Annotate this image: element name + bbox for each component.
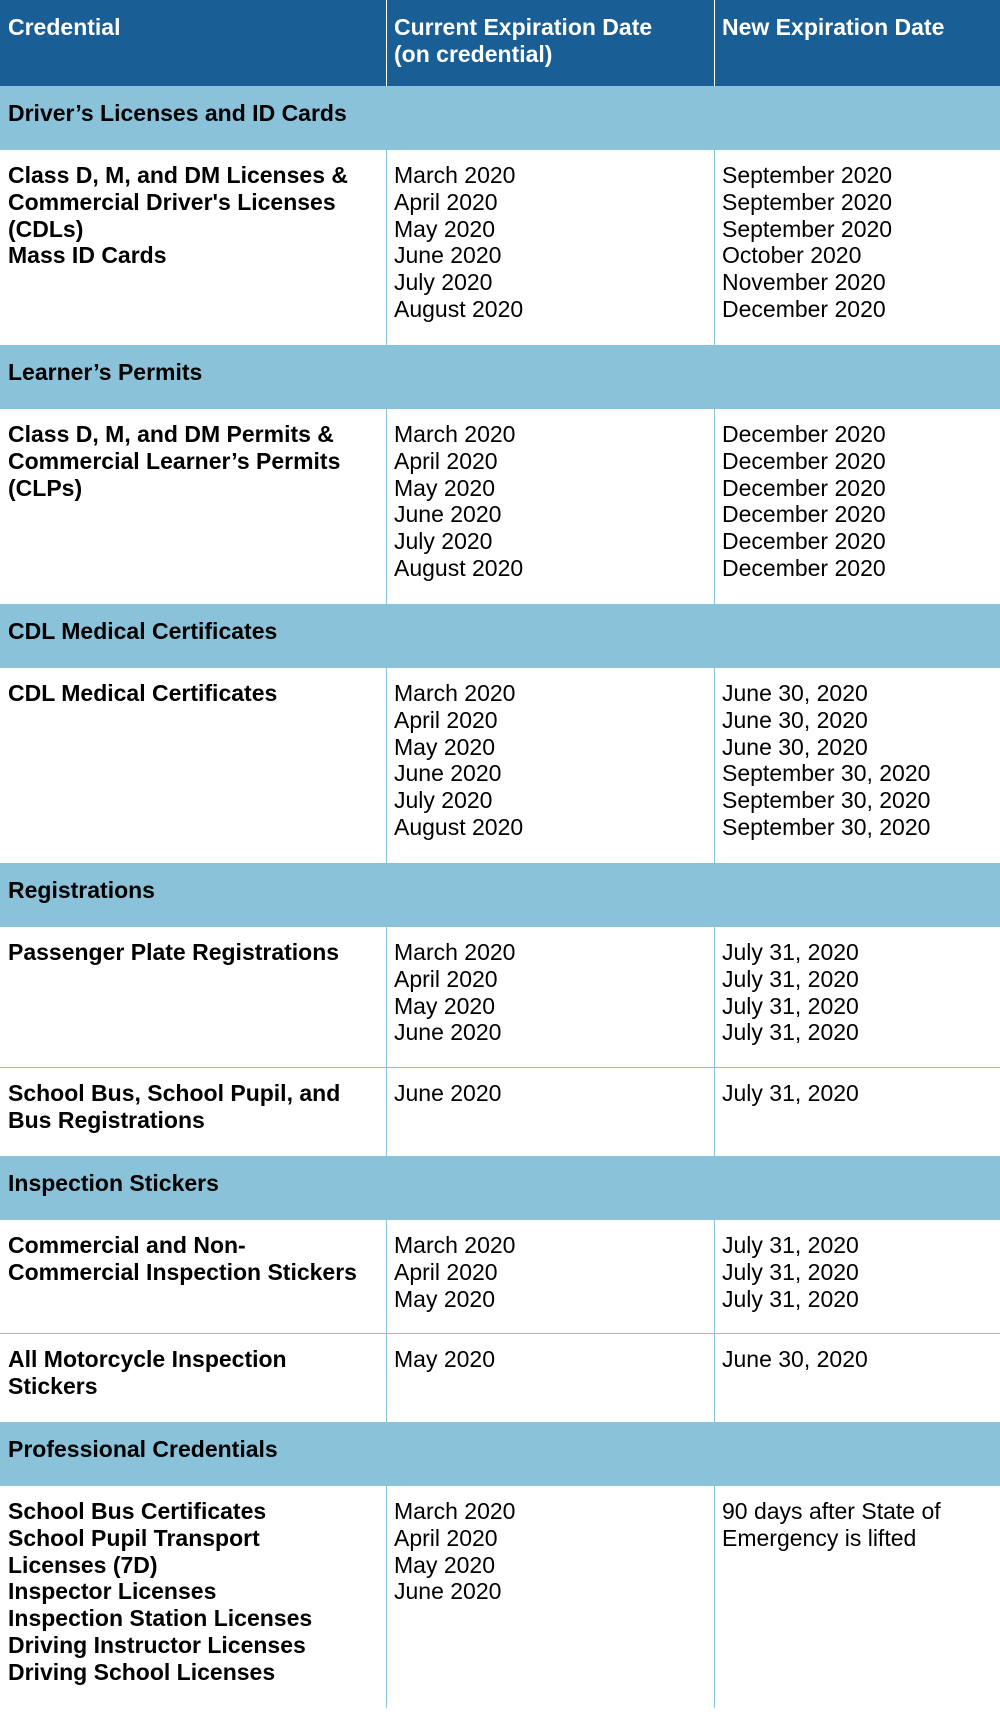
current-date-cell-line: April 2020: [394, 188, 498, 215]
current-date-cell-line: May 2020: [394, 992, 496, 1019]
new-date-cell-line: June 30, 2020: [722, 706, 868, 733]
new-date-cell-line: July 31, 2020: [722, 1019, 859, 1046]
header-current-date-text: (on credential): [394, 40, 553, 67]
header-divider: [386, 0, 387, 86]
current-date-cell-line: May 2020: [394, 1285, 496, 1312]
current-date-cell-line: July 2020: [394, 269, 493, 296]
header-credential: [0, 0, 386, 86]
current-date-cell: [386, 1334, 714, 1422]
credential-cell: [0, 927, 386, 1068]
new-date-cell-line: Emergency is lifted: [722, 1524, 917, 1551]
column-divider: [714, 668, 715, 863]
credential-cell: [0, 409, 386, 604]
current-date-cell-line: May 2020: [394, 1551, 496, 1578]
new-date-cell-line: October 2020: [722, 242, 862, 269]
column-divider: [386, 1334, 387, 1422]
new-date-cell-line: December 2020: [722, 474, 886, 501]
credential-cell-line: (CLPs): [8, 474, 83, 501]
header-new-date: [714, 0, 1000, 86]
new-date-cell-line: November 2020: [722, 269, 886, 296]
column-divider: [386, 409, 387, 604]
credential-cell: [0, 1220, 386, 1334]
current-date-cell-line: June 2020: [394, 1019, 502, 1046]
credential-cell-line: Class D, M, and DM Permits &: [8, 421, 334, 447]
current-date-cell-line: April 2020: [394, 447, 498, 474]
credential-cell-line: Driving School Licenses: [8, 1658, 276, 1685]
current-date-cell-line: April 2020: [394, 1258, 498, 1285]
current-date-cell-line: June 2020: [394, 242, 502, 269]
current-date-cell-line: March 2020: [394, 162, 516, 188]
current-date-cell-line: May 2020: [394, 474, 496, 501]
current-date-cell: [386, 927, 714, 1068]
header-current-date: [386, 0, 714, 86]
current-date-cell-line: July 2020: [394, 787, 493, 814]
section-header: Registrations: [0, 863, 1000, 927]
new-date-cell-line: September 2020: [722, 215, 893, 242]
credential-cell-line: School Bus, School Pupil, and: [8, 1080, 341, 1106]
credential-cell-line: Passenger Plate Registrations: [8, 939, 340, 965]
new-date-cell-line: September 30, 2020: [722, 760, 931, 787]
credential-cell-line: Mass ID Cards: [8, 242, 167, 269]
credential-cell-line: All Motorcycle Inspection: [8, 1346, 287, 1372]
current-date-cell-line: March 2020: [394, 421, 516, 447]
current-date-cell-line: May 2020: [394, 215, 496, 242]
new-date-cell-line: December 2020: [722, 554, 886, 581]
current-date-cell-line: July 2020: [394, 528, 493, 555]
current-date-cell-line: March 2020: [394, 1498, 516, 1524]
new-date-cell-line: December 2020: [722, 447, 886, 474]
new-date-cell: [714, 1068, 1000, 1156]
column-divider: [386, 1068, 387, 1156]
new-date-cell: [714, 1334, 1000, 1422]
current-date-cell: [386, 150, 714, 345]
column-divider: [714, 1220, 715, 1334]
credential-cell-line: Bus Registrations: [8, 1106, 205, 1133]
column-divider: [714, 1334, 715, 1422]
new-date-cell-line: July 31, 2020: [722, 939, 859, 965]
current-date-cell-line: August 2020: [394, 554, 524, 581]
new-date-cell-line: July 31, 2020: [722, 1232, 859, 1258]
new-date-cell-line: July 31, 2020: [722, 965, 859, 992]
column-divider: [386, 1220, 387, 1334]
current-date-cell: [386, 1486, 714, 1708]
current-date-cell-line: June 2020: [394, 760, 502, 787]
new-date-cell-line: 90 days after State of: [722, 1498, 941, 1524]
current-date-cell: [386, 1220, 714, 1334]
new-date-cell-line: September 30, 2020: [722, 787, 931, 814]
current-date-cell-line: June 2020: [394, 501, 502, 528]
current-date-cell-line: May 2020: [394, 733, 496, 760]
column-divider: [714, 1068, 715, 1156]
credential-cell-line: Commercial and Non-: [8, 1232, 246, 1258]
new-date-cell-line: December 2020: [722, 528, 886, 555]
column-divider: [714, 150, 715, 345]
credential-cell-line: Commercial Inspection Stickers: [8, 1258, 357, 1285]
new-date-cell: [714, 668, 1000, 863]
column-divider: [714, 927, 715, 1068]
new-date-cell-line: December 2020: [722, 421, 886, 447]
column-divider: [386, 668, 387, 863]
new-date-cell-line: July 31, 2020: [722, 1258, 859, 1285]
new-date-cell: [714, 1486, 1000, 1708]
current-date-cell: [386, 668, 714, 863]
credential-cell-line: Inspector Licenses: [8, 1578, 217, 1605]
new-date-cell-line: July 31, 2020: [722, 992, 859, 1019]
new-date-cell-line: September 2020: [722, 162, 893, 188]
new-date-cell: [714, 409, 1000, 604]
column-divider: [714, 409, 715, 604]
new-date-cell: [714, 927, 1000, 1068]
credential-cell-line: Licenses (7D): [8, 1551, 158, 1578]
current-date-cell: [386, 1068, 714, 1156]
credential-cell: [0, 150, 386, 345]
current-date-cell-line: April 2020: [394, 1524, 498, 1551]
credential-cell-line: Inspection Station Licenses: [8, 1605, 313, 1632]
credential-cell-line: CDL Medical Certificates: [8, 680, 278, 706]
new-date-cell-line: September 30, 2020: [722, 813, 931, 840]
new-date-cell-line: September 2020: [722, 188, 893, 215]
current-date-cell-line: May 2020: [394, 1346, 496, 1372]
current-date-cell-line: March 2020: [394, 680, 516, 706]
credential-cell: [0, 1486, 386, 1708]
header-credential-text: Credential: [8, 14, 121, 40]
new-date-cell-line: July 31, 2020: [722, 1285, 859, 1312]
current-date-cell-line: June 2020: [394, 1578, 502, 1605]
new-date-cell-line: December 2020: [722, 501, 886, 528]
credential-cell-line: Class D, M, and DM Licenses &: [8, 162, 348, 188]
column-divider: [386, 927, 387, 1068]
new-date-cell: [714, 150, 1000, 345]
current-date-cell-line: April 2020: [394, 965, 498, 992]
section-header: Inspection Stickers: [0, 1156, 1000, 1220]
new-date-cell-line: December 2020: [722, 295, 886, 322]
new-date-cell-line: June 30, 2020: [722, 733, 868, 760]
new-date-cell-line: June 30, 2020: [722, 1346, 868, 1372]
credential-cell-line: School Bus Certificates: [8, 1498, 267, 1524]
new-date-cell-line: July 31, 2020: [722, 1080, 859, 1106]
header-new-date-text: New Expiration Date: [722, 14, 945, 40]
current-date-cell-line: April 2020: [394, 706, 498, 733]
current-date-cell-line: August 2020: [394, 813, 524, 840]
credential-cell-line: (CDLs): [8, 215, 84, 242]
new-date-cell-line: June 30, 2020: [722, 680, 868, 706]
current-date-cell: [386, 409, 714, 604]
credential-cell-line: Commercial Driver's Licenses: [8, 188, 336, 215]
current-date-cell-line: August 2020: [394, 295, 524, 322]
credential-cell: [0, 1334, 386, 1422]
header-current-date-text: Current Expiration Date: [394, 14, 653, 40]
credential-cell: [0, 668, 386, 863]
credential-cell-line: School Pupil Transport: [8, 1524, 260, 1551]
header-divider: [714, 0, 715, 86]
column-divider: [386, 150, 387, 345]
column-divider: [714, 1486, 715, 1708]
credential-cell-line: Driving Instructor Licenses: [8, 1631, 306, 1658]
column-divider: [386, 1486, 387, 1708]
section-header: Driver’s Licenses and ID Cards: [0, 86, 1000, 150]
new-date-cell: [714, 1220, 1000, 1334]
section-header: Learner’s Permits: [0, 345, 1000, 409]
current-date-cell-line: March 2020: [394, 939, 516, 965]
credential-cell-line: Commercial Learner’s Permits: [8, 447, 341, 474]
current-date-cell-line: March 2020: [394, 1232, 516, 1258]
current-date-cell-line: June 2020: [394, 1080, 502, 1106]
credential-cell-line: Stickers: [8, 1372, 98, 1399]
credential-cell: [0, 1068, 386, 1156]
section-header: CDL Medical Certificates: [0, 604, 1000, 668]
section-header: Professional Credentials: [0, 1422, 1000, 1486]
